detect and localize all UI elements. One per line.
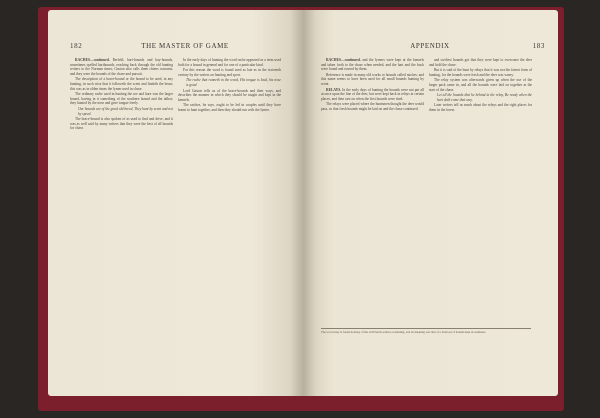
paragraph-text: Lord Gaston tells us of the brace-hounds and their ways, and describes the manner in which they should be taught and kept in the kennels.: [178, 88, 281, 102]
paragraph-text: The relay system was afterwards given up when the use of the larger pack came in, and all the hounds were laid on together at the start of the chase.: [429, 78, 532, 92]
paragraph: [178, 103, 281, 112]
page-number: 183: [532, 42, 545, 50]
paragraph: [429, 103, 532, 112]
entry-heading: RACHES—continued.: [75, 58, 113, 62]
paragraph-text: Berfeld, hart-hounds and bay-hounds, sometimes spelled harthounds, reaching back through the old hunting writers to the Norman times; Gaston also calls them chiens courants, and they were the hounds of the chase and pursuit.: [70, 58, 173, 76]
text-column: [178, 58, 281, 114]
paragraph-text: The ordinary rache used in hunting the roe and hare was the larger hound, having in it something of the southern hound and the talbot; they hunted by the nose and gave tongue freely.: [70, 92, 173, 106]
paragraph: [70, 92, 173, 106]
paragraph: [429, 58, 532, 67]
paragraph-text: The ratches, he says, ought to be led in couples until they have learnt to hunt together, and then they should run with the lymer.: [178, 103, 281, 112]
paragraph: [178, 68, 281, 77]
paragraph-text: and the lymers were kept at the kennels and taken forth to the chase when needed, and the hart and the buck were found and roused by them.: [321, 58, 425, 72]
paragraph-text: Reference is made in many old works to hounds called ratches, and this name seems to have been used for all small hounds hunting by scent.: [321, 72, 424, 86]
paragraph: [429, 78, 532, 92]
paragraph: [178, 58, 281, 67]
paragraph-text: The description of a brace-hound or the hound to be used, in any hunting, in such wise that it followeth the scent and findeth the beast; this was as in olden times the lymer used in chase.: [70, 77, 173, 91]
paragraph-text: The relays were placed where the huntsmen thought the deer would pass, so that fresh hounds might be laid on and the chase continued.: [321, 102, 424, 111]
running-title: THE MASTER OF GAME: [141, 42, 229, 50]
paragraph-text: But it is said of the hunt by relays that it was not the fairest form of hunting, for the hounds were fresh and the deer was weary.: [429, 68, 532, 77]
entry-heading: RELAYS.: [326, 87, 343, 92]
paragraph: [429, 68, 532, 77]
paragraph: [321, 73, 424, 87]
verse-quote: Our hounds are of the good old breed, They hunt by scent and not by speed.: [78, 106, 173, 116]
left-page: [48, 10, 303, 396]
paragraph: [70, 117, 173, 131]
verse-quote: Let all the hounds that he behind in the relay, Be ready when the hart doth come that way.: [437, 93, 532, 102]
paragraph-text: The brace-hound is also spoken of as used to find and drive, and it was as well said by many writers that they were the best of all hounds for chase.: [70, 117, 173, 131]
entry-heading: RACHES—continued.: [326, 58, 363, 62]
verse-quote: The rache that runneth in the wood, His tongue is loud, his nose is good.: [186, 78, 281, 87]
paragraph: [321, 102, 424, 111]
paragraph-text: and swiftest hounds got that they were kept to overcome the deer and hold the chase.: [429, 58, 532, 67]
text-column: [70, 58, 173, 132]
paragraph: [70, 58, 173, 76]
footnote: The word relay is found in many of the old French writers on hunting, and its meaning was that of a fresh set of hounds kept in readiness.: [321, 328, 531, 335]
paragraph: [70, 77, 173, 91]
paragraph: [178, 89, 281, 103]
paragraph: [321, 58, 424, 72]
paragraph-text: In the early days of hunting the word rache appeared as a term used both for a hound in general and for one of a particular kind.: [178, 58, 281, 67]
running-title: APPENDIX: [410, 42, 450, 50]
paragraph-text: In the early days of hunting the hounds were not put all at once upon the line of the deer, but were kept back in relays at certain places, and then cast on when the first hounds were tired.: [321, 87, 424, 101]
paragraph-text: Later writers tell us much about the relays and the right places for them in the forest.: [429, 103, 532, 112]
text-column: [429, 58, 532, 114]
paragraph: [321, 88, 424, 102]
page-number: 182: [70, 42, 83, 50]
right-page: [303, 10, 558, 396]
paragraph-text: For this reason the word is found used as late as in the sixteenth century by the writers on hunting and sport.: [178, 68, 281, 77]
text-column: [321, 58, 424, 113]
gutter-shadow: [290, 10, 316, 396]
